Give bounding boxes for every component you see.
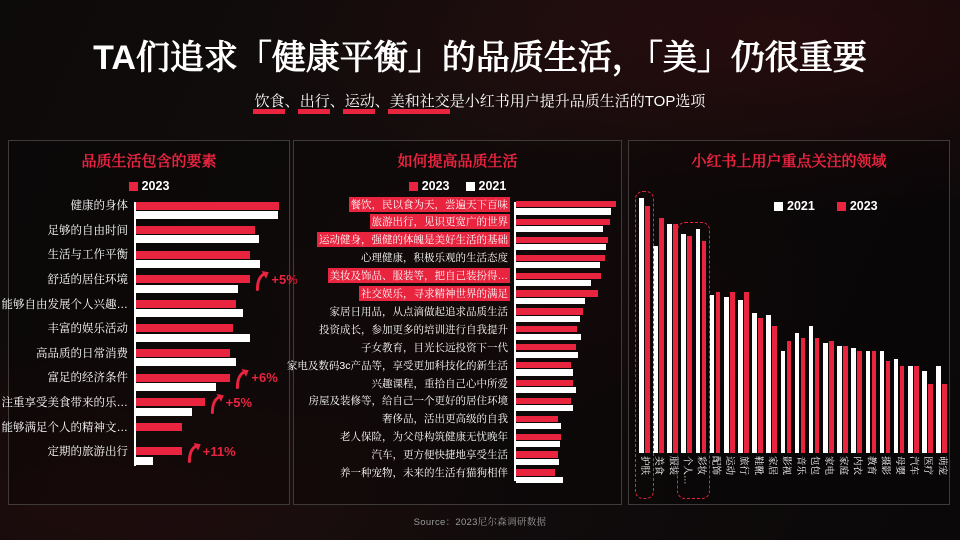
axis-label-text: 服装 bbox=[667, 456, 679, 476]
legend-swatch-icon bbox=[466, 182, 475, 191]
subtitle-highlighted-word: 运动 bbox=[345, 90, 375, 111]
bar-2023 bbox=[872, 351, 877, 453]
bar-row-label bbox=[286, 359, 510, 372]
panel2-legend bbox=[294, 179, 621, 193]
axis-label-text: 旅行 bbox=[738, 456, 750, 476]
legend-item bbox=[129, 179, 170, 193]
bar-2021 bbox=[516, 316, 580, 322]
bar-2023 bbox=[914, 366, 919, 453]
bar-row-label bbox=[294, 216, 510, 228]
bar-row-label bbox=[294, 395, 510, 407]
bar-row-label-text: 房屋及装修等，给自己一个更好的居住环境 bbox=[308, 395, 508, 408]
panel1-title: 品质生活包含的要素 bbox=[81, 153, 217, 170]
axis-label-text: 配饰 bbox=[709, 456, 721, 476]
bar-2021 bbox=[136, 211, 278, 219]
bar-2021 bbox=[516, 208, 611, 214]
growth-annotation-value: +11% bbox=[202, 443, 236, 459]
bar-2023 bbox=[516, 434, 561, 440]
bar-2021 bbox=[766, 315, 771, 453]
bar-row-label bbox=[294, 341, 510, 353]
bar-2021 bbox=[136, 383, 216, 391]
axis-label-text: 萌宠 bbox=[936, 456, 948, 476]
bar-row-label-text: 兴趣课程，重拾自己心中所爱 bbox=[371, 377, 508, 390]
bar-2023 bbox=[928, 384, 933, 453]
source-note: Source：2023尼尔森调研数据 bbox=[413, 517, 547, 528]
bar-group bbox=[849, 191, 863, 453]
bar-row-label-text: 注重享受美食带来的乐… bbox=[1, 397, 128, 409]
bar-row-label-text: 健康的身体 bbox=[70, 200, 128, 213]
bar-group bbox=[722, 191, 736, 453]
bar-row-label bbox=[9, 247, 130, 262]
axis-label bbox=[722, 456, 736, 500]
bar-2021 bbox=[516, 262, 600, 268]
bar-row-label-text: 投资成长，参加更多的培训进行自我提升 bbox=[319, 323, 508, 336]
subtitle-text: 、 bbox=[284, 93, 300, 110]
bar-2021 bbox=[851, 348, 856, 453]
bar-row-label bbox=[294, 431, 510, 443]
bar-2021 bbox=[136, 309, 243, 317]
bar-row-label-text: 舒适的居住环境 bbox=[47, 274, 128, 287]
subtitle-text: 是小红书用户提升品质生活的TOP选项 bbox=[449, 93, 706, 110]
bar-2021 bbox=[795, 333, 800, 453]
bar-2021 bbox=[710, 295, 715, 453]
bar-2023 bbox=[942, 384, 947, 453]
growth-annotation bbox=[187, 442, 236, 463]
bar-2023 bbox=[516, 290, 598, 296]
bar-row-label-text: 生活与工作平衡 bbox=[47, 249, 128, 262]
bar-row-label bbox=[9, 444, 130, 459]
bar-2021 bbox=[894, 359, 899, 453]
axis-label-text: 教育 bbox=[865, 456, 877, 476]
panel-focus-areas bbox=[628, 140, 950, 505]
bar-2021 bbox=[136, 235, 259, 243]
bar-row-label-text: 运动健身，强健的体魄是美好生活的基础 bbox=[319, 234, 508, 247]
bar-2023 bbox=[516, 273, 601, 279]
bar-row-label-text: 旅游出行，见识更宽广的世界 bbox=[371, 216, 508, 229]
bar-row-label-text: 社交娱乐，寻求精神世界的满足 bbox=[361, 288, 508, 301]
bar-2023 bbox=[516, 416, 558, 422]
bar-group bbox=[821, 191, 835, 453]
axis-label-text: 家居 bbox=[766, 456, 778, 476]
axis-label-text: 家电 bbox=[823, 456, 835, 476]
bar-row-label bbox=[294, 377, 510, 389]
bar-row bbox=[9, 248, 289, 273]
bar-group bbox=[779, 191, 793, 453]
bar-2021 bbox=[516, 352, 578, 358]
bar-group bbox=[920, 191, 934, 453]
bar-group bbox=[835, 191, 849, 453]
bar-row-label bbox=[9, 346, 130, 361]
axis-label-text: 护肤 bbox=[639, 456, 651, 476]
axis-label bbox=[849, 456, 863, 500]
bar-row bbox=[9, 322, 289, 347]
axis-label bbox=[878, 456, 892, 500]
axis-label bbox=[807, 456, 821, 500]
bar-2021 bbox=[752, 313, 757, 453]
bar-2021 bbox=[936, 366, 941, 453]
growth-arrow-icon bbox=[255, 270, 270, 291]
panel-quality-elements bbox=[1, 140, 298, 505]
bar-row-label bbox=[294, 323, 510, 335]
bar-row-label bbox=[294, 305, 510, 317]
bar-2023 bbox=[516, 219, 610, 225]
bar-2021 bbox=[738, 300, 743, 453]
bar-row-label-text: 美妆及饰品、服装等，把自己装扮得… bbox=[329, 270, 508, 283]
subtitle-highlighted-word: 饮食 bbox=[255, 90, 285, 111]
improve-quality-plot bbox=[286, 198, 621, 485]
legend-item bbox=[409, 179, 450, 193]
bar-row-label-text: 足够的自由时间 bbox=[47, 224, 128, 237]
bar-row-label-text: 子女教育，目光长远投资下一代 bbox=[361, 341, 508, 354]
bar-2021 bbox=[136, 358, 236, 366]
bar-2023 bbox=[716, 292, 721, 453]
bar-2023 bbox=[516, 469, 555, 475]
bar-row-label bbox=[294, 234, 510, 246]
axis-label-text: 医疗 bbox=[922, 456, 934, 476]
bar-row-label bbox=[294, 287, 510, 299]
bar-2023 bbox=[136, 251, 250, 259]
bar-2021 bbox=[516, 280, 591, 286]
bar-row-label-text: 心理健康，积极乐观的生活态度 bbox=[361, 252, 508, 265]
bar-row-label bbox=[1, 419, 130, 434]
bar-2021 bbox=[866, 351, 871, 453]
bar-2021 bbox=[516, 226, 603, 232]
axis-label-text: 家庭 bbox=[837, 456, 849, 476]
bar-2023 bbox=[136, 202, 279, 210]
bar-2021 bbox=[516, 387, 576, 393]
bar-2023 bbox=[136, 349, 230, 357]
bar-row bbox=[1, 297, 289, 322]
subtitle bbox=[0, 90, 960, 111]
subtitle-text: 、 bbox=[329, 93, 345, 110]
bar-row-label bbox=[1, 395, 130, 410]
legend-label: 2023 bbox=[421, 179, 450, 193]
bar-2023 bbox=[744, 292, 749, 453]
axis-label bbox=[779, 456, 793, 500]
legend-item bbox=[466, 179, 507, 193]
growth-annotation-value: +5% bbox=[271, 271, 298, 287]
bar-row-label bbox=[294, 413, 510, 425]
bar-row-label-text: 奢侈品，活出更高级的自我 bbox=[382, 413, 508, 426]
axis-label bbox=[934, 456, 948, 500]
bar-2021 bbox=[136, 408, 192, 416]
bar-row-label-text: 老人保险，为父母构筑健康无忧晚年 bbox=[340, 431, 508, 444]
bar-row-label-text: 家电及数码3c产品等，享受更加科技化的新生活 bbox=[286, 359, 508, 372]
bar-row bbox=[1, 420, 289, 445]
bar-2021 bbox=[653, 246, 658, 453]
growth-annotation-value: +6% bbox=[251, 370, 278, 386]
bar-row-label bbox=[294, 198, 510, 210]
bar-2023 bbox=[516, 344, 576, 350]
bar-row-label bbox=[9, 223, 130, 238]
bar-2023 bbox=[136, 275, 250, 283]
bar-row bbox=[9, 445, 289, 470]
bar-2021 bbox=[837, 346, 842, 453]
axis-label bbox=[764, 456, 778, 500]
bar-2021 bbox=[667, 224, 672, 454]
bar-row bbox=[1, 394, 289, 421]
bar-row-label-text: 餐饮，民以食为天，尝遍天下百味 bbox=[350, 198, 508, 211]
bar-row-label bbox=[9, 370, 130, 385]
bar-row-label-text: 高品质的日常消费 bbox=[36, 347, 128, 360]
bar-2023 bbox=[516, 255, 605, 261]
axis-label bbox=[736, 456, 750, 500]
panel2-title: 如何提高品质生活 bbox=[397, 153, 518, 170]
bar-2021 bbox=[809, 326, 814, 454]
bar-2021 bbox=[823, 343, 828, 453]
axis-label bbox=[906, 456, 920, 500]
growth-annotation-value: +5% bbox=[225, 394, 253, 410]
bar-2023 bbox=[787, 341, 792, 453]
bar-group bbox=[878, 191, 892, 453]
bar-2021 bbox=[516, 459, 559, 465]
bar-2021 bbox=[516, 405, 573, 411]
bar-group bbox=[864, 191, 878, 453]
bar-row bbox=[9, 224, 289, 249]
bar-2023 bbox=[516, 326, 577, 332]
bar-row-label bbox=[294, 466, 510, 478]
bar-2021 bbox=[922, 371, 927, 453]
legend-label: 2021 bbox=[787, 199, 815, 213]
bar-2021 bbox=[136, 334, 250, 342]
growth-arrow-icon bbox=[210, 393, 225, 414]
bar-2023 bbox=[136, 447, 182, 455]
bar-2023 bbox=[136, 226, 255, 234]
bar-2023 bbox=[659, 218, 664, 453]
bar-2023 bbox=[136, 423, 182, 431]
highlight-dashed-box bbox=[635, 191, 654, 499]
bar-row-label-text: 富足的经济条件 bbox=[47, 372, 128, 385]
bar-2023 bbox=[886, 361, 891, 453]
bar-group bbox=[934, 191, 948, 453]
growth-arrow-icon bbox=[235, 368, 250, 389]
bar-2021 bbox=[724, 297, 729, 453]
bar-group bbox=[793, 191, 807, 453]
axis-label-text: 个人… bbox=[681, 456, 693, 485]
bar-2021 bbox=[136, 285, 238, 293]
bar-2023 bbox=[730, 292, 735, 453]
growth-annotation bbox=[255, 270, 297, 291]
bar-2023 bbox=[772, 326, 777, 454]
bar-row-label bbox=[9, 321, 130, 336]
bar-2021 bbox=[516, 369, 573, 375]
bar-2023 bbox=[516, 201, 616, 207]
axis-label-text: 内衣 bbox=[851, 456, 863, 476]
axis-label bbox=[821, 456, 835, 500]
axis-label bbox=[920, 456, 934, 500]
bar-2023 bbox=[516, 237, 608, 243]
bar-group bbox=[906, 191, 920, 453]
bar-row-label bbox=[9, 198, 130, 213]
subtitle-text: 、 bbox=[374, 93, 390, 110]
bar-row-label-text: 定期的旅游出行 bbox=[47, 446, 128, 459]
slide-title: TA们追求「健康平衡」的品质生活，「美」仍很重要 bbox=[93, 39, 867, 77]
bar-2023 bbox=[857, 351, 862, 453]
bar-group bbox=[807, 191, 821, 453]
bar-2021 bbox=[516, 423, 561, 429]
bar-2021 bbox=[516, 298, 585, 304]
axis-label-text: 音乐 bbox=[794, 456, 806, 476]
bar-2021 bbox=[516, 477, 563, 483]
axis-label-text: 美食 bbox=[653, 456, 665, 476]
bar-row-label bbox=[294, 270, 510, 282]
bar-2021 bbox=[136, 260, 260, 268]
axis-label-text: 彩妆 bbox=[695, 456, 707, 476]
axis-label-text: 汽车 bbox=[908, 456, 920, 476]
bar-2023 bbox=[516, 451, 558, 457]
bar-2023 bbox=[801, 338, 806, 453]
bar-2023 bbox=[516, 380, 573, 386]
bar-row bbox=[294, 467, 621, 485]
bar-2021 bbox=[516, 441, 560, 447]
bar-row-label-text: 能够自由发展个人兴趣… bbox=[1, 298, 128, 311]
bar-2021 bbox=[516, 334, 581, 340]
legend-swatch-icon bbox=[409, 182, 418, 191]
bar-row bbox=[9, 271, 298, 298]
bar-group bbox=[750, 191, 764, 453]
bar-2021 bbox=[516, 244, 606, 250]
axis-label bbox=[892, 456, 906, 500]
axis-label-text: 影视 bbox=[780, 456, 792, 476]
bar-row-label-text: 汽车，更方便快捷地享受生活 bbox=[371, 449, 508, 462]
axis-label bbox=[864, 456, 878, 500]
bar-2023 bbox=[516, 398, 571, 404]
bar-row-label bbox=[9, 272, 130, 287]
bar-row bbox=[9, 199, 289, 224]
growth-annotation bbox=[235, 368, 277, 389]
bar-row-label-text: 家居日用品，从点滴做起追求品质生活 bbox=[329, 305, 508, 318]
highlight-dashed-box bbox=[677, 222, 710, 499]
bar-2023 bbox=[136, 300, 236, 308]
subtitle-highlighted-word: 美和社交 bbox=[390, 90, 450, 111]
panel1-legend bbox=[9, 179, 289, 193]
bar-2023 bbox=[136, 374, 230, 382]
bar-row-label bbox=[294, 252, 510, 264]
bar-group bbox=[736, 191, 750, 453]
panel3-title: 小红书上用户重点关注的领域 bbox=[691, 153, 887, 170]
bar-row-label-text: 养一种宠物，未来的生活有猫狗相伴 bbox=[340, 466, 508, 479]
bar-row-label-text: 能够满足个人的精神文… bbox=[1, 421, 128, 434]
bar-2021 bbox=[136, 457, 153, 465]
bar-2023 bbox=[136, 398, 205, 406]
bar-row-label bbox=[1, 296, 130, 311]
bar-2023 bbox=[516, 362, 571, 368]
legend-label: 2023 bbox=[849, 199, 878, 213]
bar-2023 bbox=[136, 324, 233, 332]
legend-swatch-icon bbox=[129, 182, 138, 191]
legend-label: 2023 bbox=[141, 179, 170, 193]
axis-label bbox=[835, 456, 849, 500]
bar-group bbox=[764, 191, 778, 453]
bar-row-label bbox=[294, 448, 510, 460]
bar-row-label-text: 丰富的娱乐活动 bbox=[47, 323, 128, 336]
bar-group bbox=[892, 191, 906, 453]
axis-label-text: 运动 bbox=[724, 456, 736, 476]
axis-label bbox=[750, 456, 764, 500]
bar-2023 bbox=[829, 341, 834, 453]
growth-arrow-icon bbox=[187, 442, 202, 463]
bar-2023 bbox=[758, 318, 763, 453]
legend-label: 2021 bbox=[478, 179, 507, 193]
axis-label-text: 包包 bbox=[808, 456, 820, 476]
axis-label-text: 母婴 bbox=[893, 456, 905, 476]
subtitle-highlighted-word: 出行 bbox=[300, 90, 330, 111]
bar-2023 bbox=[516, 308, 583, 314]
bar-2023 bbox=[815, 338, 820, 453]
axis-label-text: 鞋靴 bbox=[752, 456, 764, 476]
bar-2021 bbox=[781, 351, 786, 453]
bar-2021 bbox=[908, 366, 913, 453]
axis-label-text: 摄影 bbox=[879, 456, 891, 476]
quality-elements-plot bbox=[1, 199, 298, 470]
bar-2023 bbox=[900, 366, 905, 453]
growth-annotation bbox=[210, 393, 252, 414]
panel-improve-quality bbox=[286, 140, 622, 505]
axis-label bbox=[793, 456, 807, 500]
bar-2023 bbox=[843, 346, 848, 453]
bar-2021 bbox=[880, 351, 885, 453]
